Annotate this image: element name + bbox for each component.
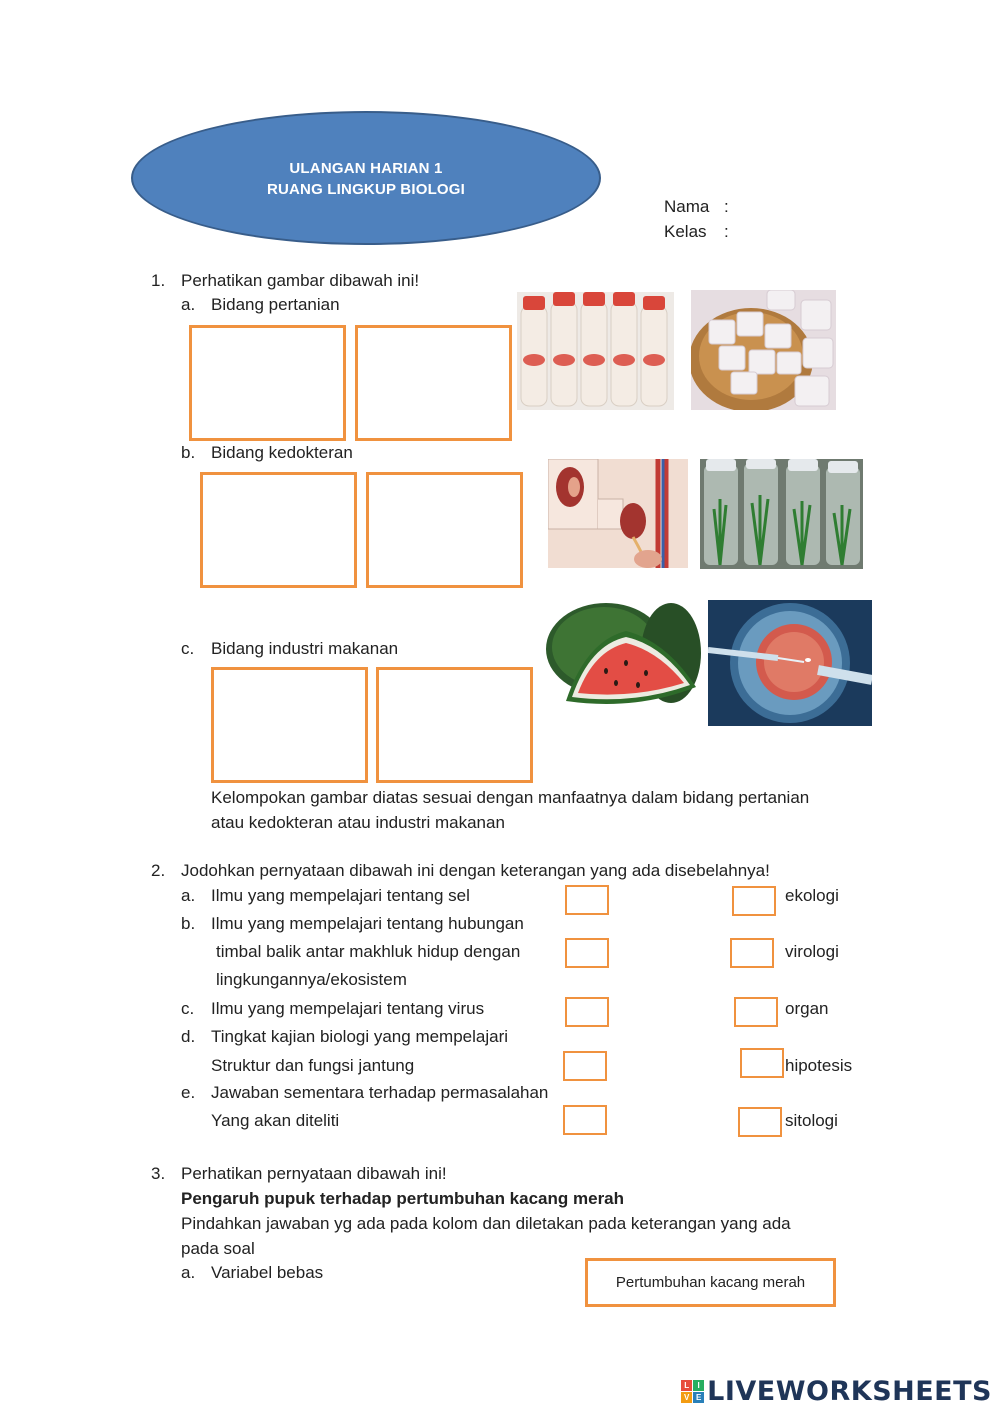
q3-instruction-line2: pada soal <box>181 1239 255 1258</box>
nata-de-coco-image[interactable] <box>691 290 836 410</box>
title-banner <box>131 111 601 245</box>
q1-instruction-line1: Kelompokan gambar diatas sesuai dengan manfaatnya dalam bidang pertanian <box>211 788 810 807</box>
q1-prompt: Perhatikan gambar dibawah ini! <box>181 271 420 290</box>
q1b-label: Bidang kedokteran <box>211 443 353 462</box>
match-left-box-a[interactable] <box>565 885 609 915</box>
q3-number: 3. <box>151 1164 166 1183</box>
match-right-box-1[interactable] <box>732 886 776 916</box>
q1-number: 1. <box>151 271 166 290</box>
q1-instruction-line2: atau kedokteran atau industri makanan <box>211 813 505 832</box>
q1a-letter: a. <box>181 295 196 314</box>
liveworksheets-logo[interactable] <box>681 1376 992 1407</box>
match-right-box-4[interactable] <box>740 1048 784 1078</box>
q2d-letter: d. <box>181 1027 196 1046</box>
q2e-letter: e. <box>181 1083 196 1102</box>
q1b-letter: b. <box>181 443 196 462</box>
match-right-box-5[interactable] <box>738 1107 782 1137</box>
q2b-text-line3: lingkungannya/ekosistem <box>216 970 407 989</box>
drag-option-label: Pertumbuhan kacang merah <box>615 1274 806 1291</box>
match-right-box-3[interactable] <box>734 997 778 1027</box>
match-left-box-c[interactable] <box>565 997 609 1027</box>
logo-letter-v: V <box>681 1392 692 1403</box>
title-line-1: ULANGAN HARIAN 1 <box>289 160 443 177</box>
nama-label: Nama <box>664 197 710 216</box>
match-left-box-e[interactable] <box>563 1105 607 1135</box>
kelas-colon: : <box>724 222 729 241</box>
q3a-letter: a. <box>181 1263 196 1282</box>
logo-letter-i: I <box>693 1380 704 1391</box>
q2b-text-line2: timbal balik antar makhluk hidup dengan <box>216 942 521 961</box>
answer-ekologi: ekologi <box>785 886 839 905</box>
drop-box-pertanian-1[interactable] <box>189 325 346 441</box>
q2c-letter: c. <box>181 999 195 1018</box>
q2-number: 2. <box>151 861 166 880</box>
answer-virologi: virologi <box>785 942 839 961</box>
q2c-text: Ilmu yang mempelajari tentang virus <box>211 999 485 1018</box>
q2d-text-line2: Struktur dan fungsi jantung <box>211 1056 415 1075</box>
drag-option-pertumbuhan[interactable] <box>585 1258 836 1307</box>
q2e-text-line1: Jawaban sementara terhadap permasalahan <box>211 1083 549 1102</box>
q3a-label: Variabel bebas <box>211 1263 324 1282</box>
answer-organ: organ <box>785 999 829 1018</box>
logo-letter-l: L <box>681 1380 692 1391</box>
logo-letter-e: E <box>693 1392 704 1403</box>
q2b-letter: b. <box>181 914 196 933</box>
answer-sitologi: sitologi <box>785 1111 838 1130</box>
match-left-box-b[interactable] <box>565 938 609 968</box>
drop-box-kedokteran-2[interactable] <box>366 472 523 588</box>
q3-instruction-line1: Pindahkan jawaban yg ada pada kolom dan diletakan pada keterangan yang ada <box>181 1214 791 1233</box>
watermelon-image[interactable] <box>546 601 701 725</box>
yakult-bottles-image[interactable] <box>517 292 674 410</box>
drop-box-pertanian-2[interactable] <box>355 325 512 441</box>
kidney-anatomy-image[interactable] <box>548 459 688 568</box>
q1a-label: Bidang pertanian <box>211 295 340 314</box>
drop-box-industri-2[interactable] <box>376 667 533 783</box>
q2a-text: Ilmu yang mempelajari tentang sel <box>211 886 470 905</box>
q2e-text-line2: Yang akan diteliti <box>211 1111 340 1130</box>
q2d-text-line1: Tingkat kajian biologi yang mempelajari <box>211 1027 509 1046</box>
q3-prompt: Perhatikan pernyataan dibawah ini! <box>181 1164 447 1183</box>
title-line-2: RUANG LINGKUP BIOLOGI <box>266 181 466 198</box>
q2b-text-line1: Ilmu yang mempelajari tentang hubungan <box>211 914 524 933</box>
drop-box-industri-1[interactable] <box>211 667 368 783</box>
q2a-letter: a. <box>181 886 196 905</box>
q3-bold-title: Pengaruh pupuk terhadap pertumbuhan kacang merah <box>181 1189 625 1208</box>
match-left-box-d[interactable] <box>563 1051 607 1081</box>
drop-box-kedokteran-1[interactable] <box>200 472 357 588</box>
match-right-box-2[interactable] <box>730 938 774 968</box>
liveworksheets-icon <box>681 1380 704 1403</box>
kelas-label: Kelas <box>664 222 707 241</box>
plant-tissue-culture-image[interactable] <box>700 459 863 569</box>
nama-colon: : <box>724 197 729 216</box>
q2-prompt: Jodohkan pernyataan dibawah ini dengan keterangan yang ada disebelahnya! <box>181 861 770 880</box>
ivf-egg-injection-image[interactable] <box>708 600 872 726</box>
answer-hipotesis: hipotesis <box>785 1056 853 1075</box>
q1c-label: Bidang industri makanan <box>211 639 399 658</box>
q1c-letter: c. <box>181 639 195 658</box>
liveworksheets-brand: LIVEWORKSHEETS <box>707 1376 992 1407</box>
